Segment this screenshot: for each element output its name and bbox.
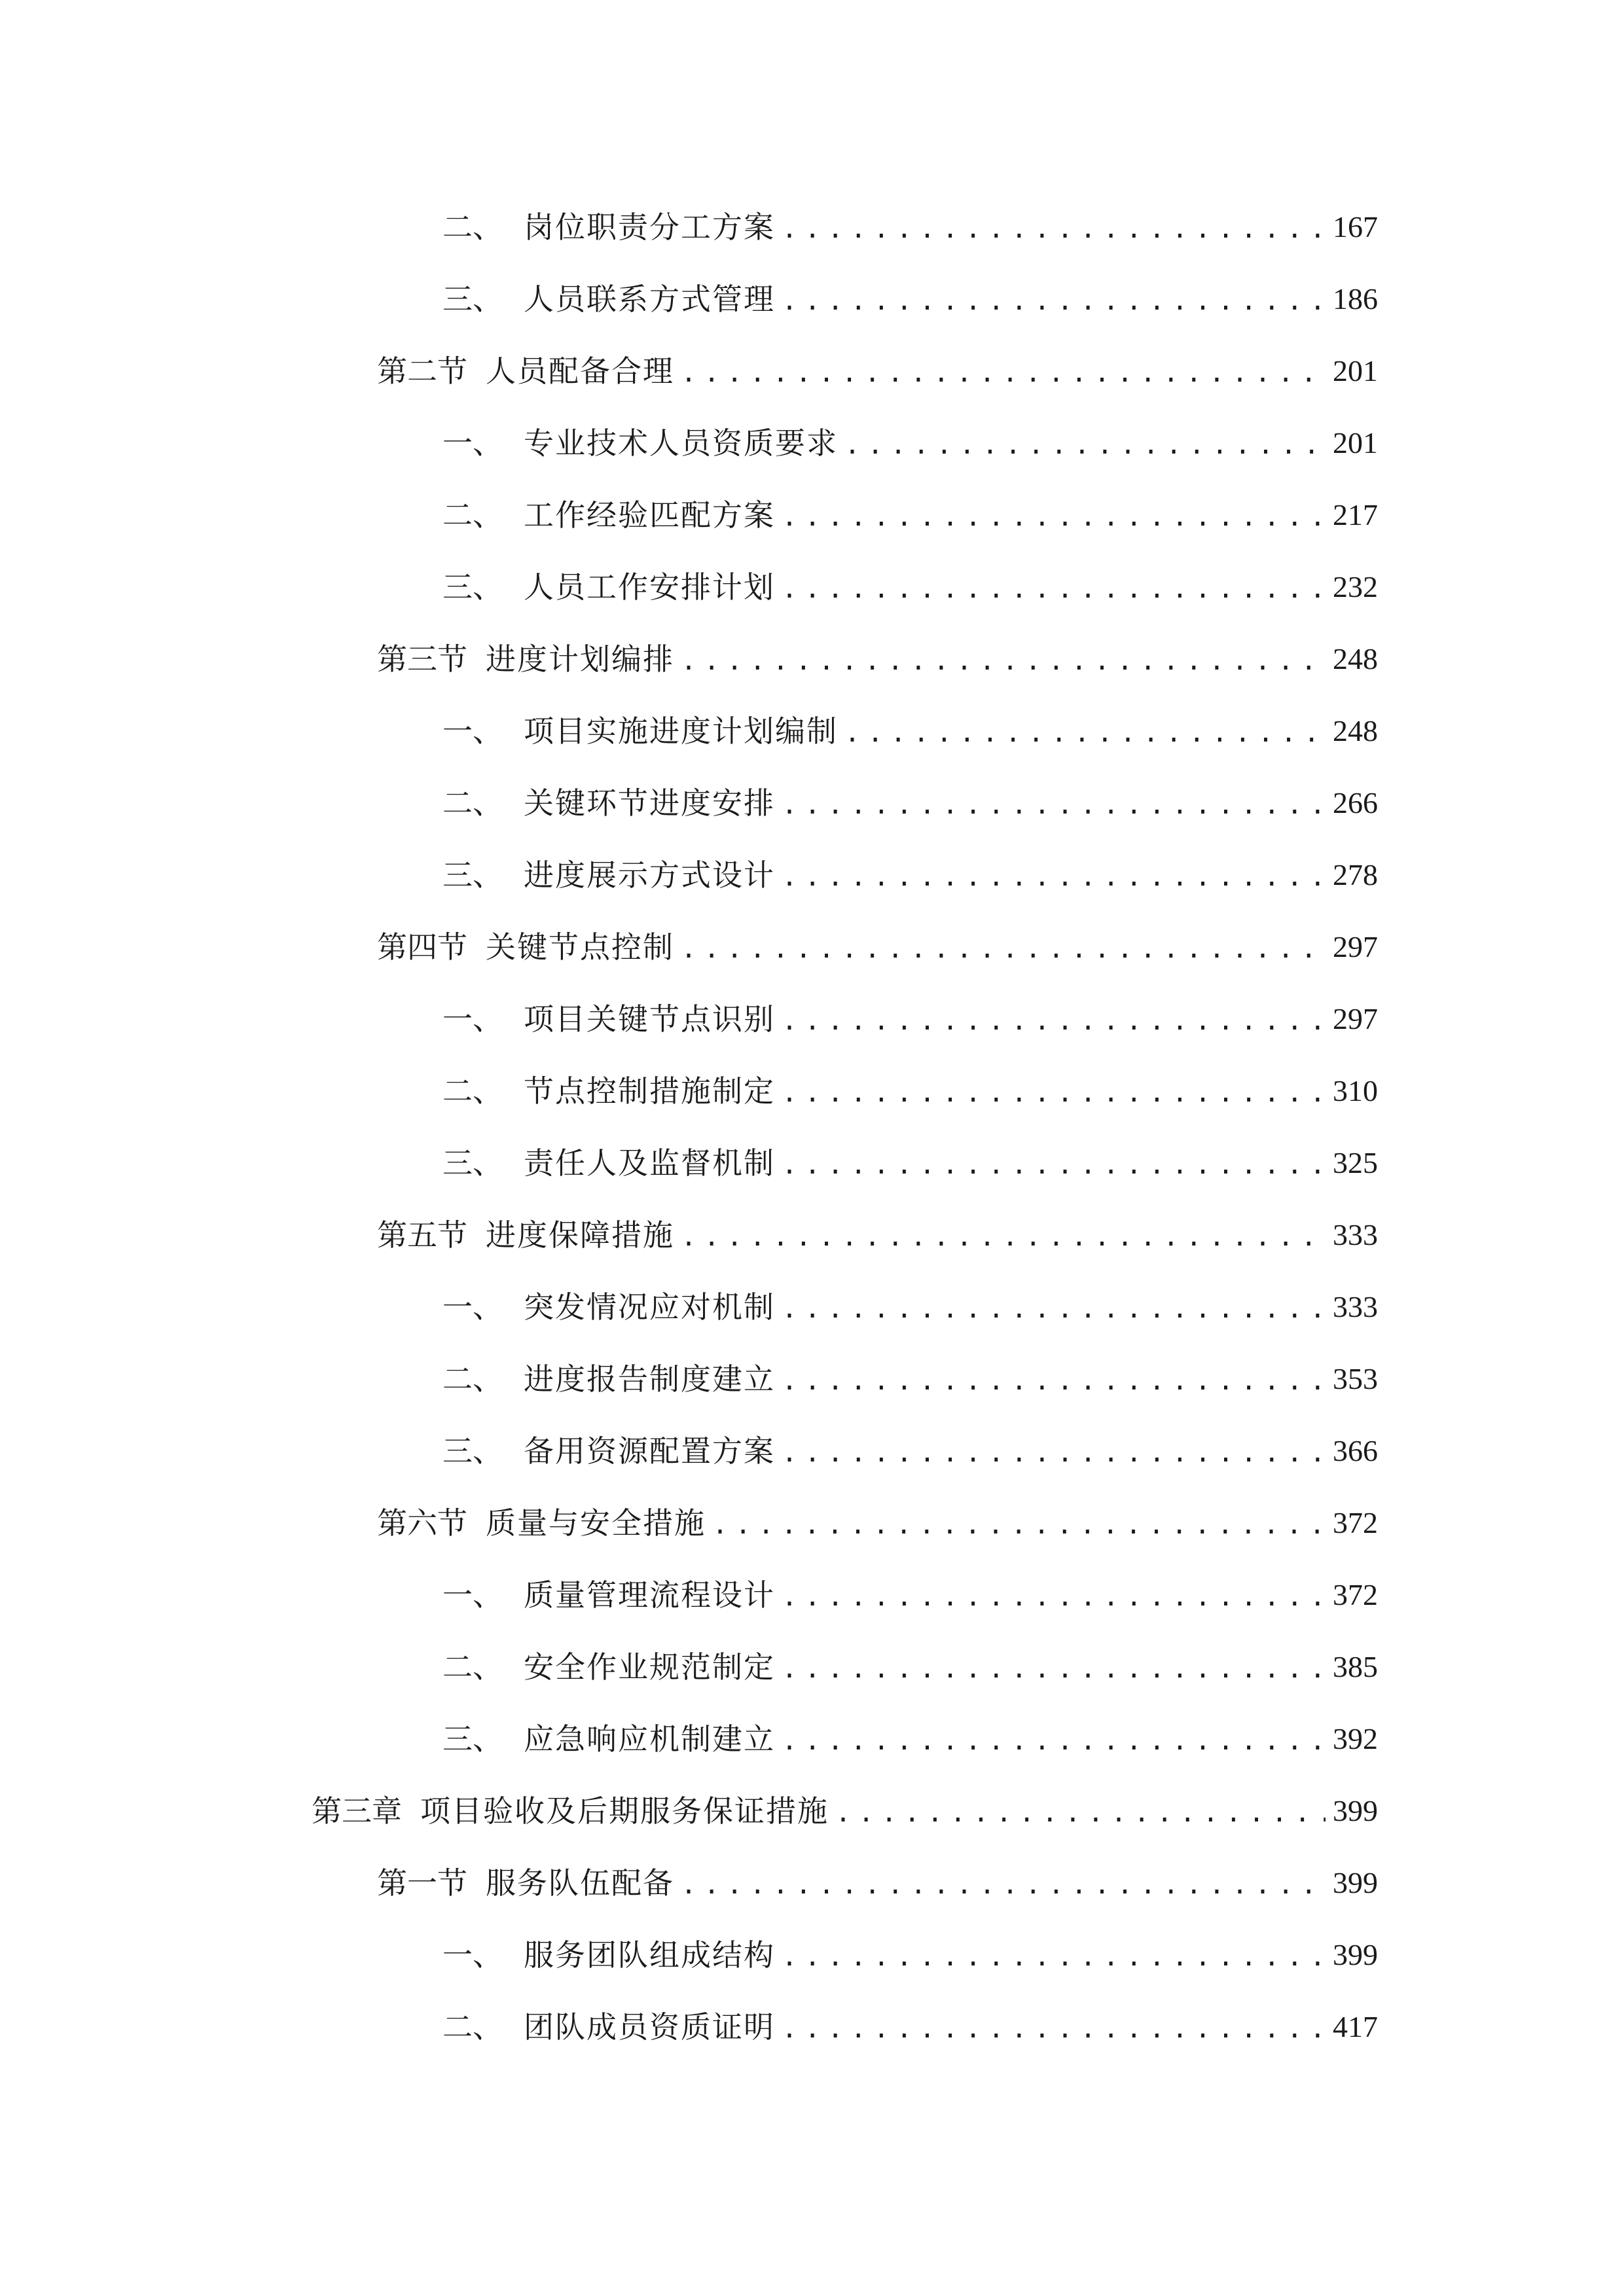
toc-entry-title: 节点控制措施制定: [524, 1073, 775, 1109]
toc-entry[interactable]: [312, 1774, 1378, 1829]
toc-entry[interactable]: [442, 1054, 1378, 1109]
toc-entry-number: 二、: [442, 1361, 503, 1397]
toc-entry[interactable]: [442, 1702, 1378, 1757]
toc-entry-number: 二、: [442, 1649, 503, 1685]
toc-entry[interactable]: [442, 262, 1378, 317]
toc-entry-title: 关键节点控制: [486, 929, 674, 965]
toc-entry[interactable]: [442, 190, 1378, 245]
toc-dot-leader: [782, 1440, 1326, 1466]
toc-entry-title: 质量管理流程设计: [524, 1577, 775, 1613]
toc-entry-title: 进度计划编排: [486, 641, 674, 677]
toc-entry-page: 310: [1333, 1074, 1378, 1107]
toc-entry-page: 372: [1333, 1578, 1378, 1611]
toc-entry-number: 一、: [442, 1937, 503, 1973]
toc-entry[interactable]: [442, 1342, 1378, 1397]
toc-entry[interactable]: [442, 838, 1378, 893]
toc-entry-title: 人员配备合理: [486, 353, 674, 389]
toc-entry-page: 399: [1333, 1866, 1378, 1899]
toc-entry-number: 三、: [442, 1145, 503, 1181]
toc-entry[interactable]: [442, 1918, 1378, 1973]
toc-entry-number: 二、: [442, 497, 503, 533]
toc-entry-page: 278: [1333, 858, 1378, 891]
toc-entry-number: 二、: [442, 2009, 503, 2045]
toc-entry-page: 333: [1333, 1290, 1378, 1323]
toc-entry[interactable]: [442, 1630, 1378, 1685]
toc-entry-title: 关键环节进度安排: [524, 785, 775, 821]
toc-entry-number: 一、: [442, 1001, 503, 1037]
toc-entry-page: 297: [1333, 930, 1378, 963]
toc-dot-leader: [712, 1512, 1326, 1538]
toc-entry-number: 三、: [442, 857, 503, 893]
toc-entry-title: 质量与安全措施: [486, 1505, 706, 1541]
toc-entry-number: 第四节: [377, 929, 467, 965]
toc-dot-leader: [681, 360, 1326, 386]
toc-entry[interactable]: [442, 1270, 1378, 1325]
toc-entry-number: 第三章: [312, 1793, 402, 1829]
toc-entry-number: 第五节: [377, 1217, 467, 1253]
toc-entry[interactable]: [377, 1486, 1378, 1541]
toc-entry-number: 第三节: [377, 641, 467, 677]
toc-entry-title: 项目实施进度计划编制: [524, 713, 838, 749]
toc-entry-page: 232: [1333, 570, 1378, 603]
toc-entry[interactable]: [377, 334, 1378, 389]
toc-entry[interactable]: [442, 982, 1378, 1037]
toc-entry-title: 进度保障措施: [486, 1217, 674, 1253]
toc-entry-page: 186: [1333, 282, 1378, 315]
toc-entry-number: 三、: [442, 1721, 503, 1757]
toc-dot-leader: [844, 720, 1326, 746]
toc-entry-page: 217: [1333, 498, 1378, 531]
toc-dot-leader: [681, 648, 1326, 674]
toc-entry-number: 一、: [442, 713, 503, 749]
toc-entry-page: 417: [1333, 2010, 1378, 2043]
toc-dot-leader: [782, 1656, 1326, 1682]
toc-entry-page: 333: [1333, 1218, 1378, 1251]
toc-entry-title: 突发情况应对机制: [524, 1289, 775, 1325]
toc-entry-number: 第一节: [377, 1865, 467, 1901]
toc-entry-title: 项目验收及后期服务保证措施: [420, 1793, 829, 1829]
toc-dot-leader: [681, 1872, 1326, 1898]
toc-entry-number: 一、: [442, 1289, 503, 1325]
toc-dot-leader: [681, 1224, 1326, 1250]
toc-dot-leader: [782, 1944, 1326, 1970]
toc-dot-leader: [782, 1728, 1326, 1754]
toc-dot-leader: [782, 2016, 1326, 2042]
toc-entry-title: 应急响应机制建立: [524, 1721, 775, 1757]
toc-entry-title: 专业技术人员资质要求: [524, 425, 838, 461]
toc-entry-page: 201: [1333, 426, 1378, 459]
toc-entry-title: 进度展示方式设计: [524, 857, 775, 893]
toc-entry-page: 167: [1333, 210, 1378, 243]
toc-dot-leader: [782, 1368, 1326, 1394]
toc-entry-number: 二、: [442, 1073, 503, 1109]
toc-entry-number: 三、: [442, 569, 503, 605]
toc-dot-leader: [835, 1800, 1326, 1826]
toc-entry-title: 服务队伍配备: [486, 1865, 674, 1901]
toc-dot-leader: [782, 576, 1326, 602]
toc-entry[interactable]: [442, 550, 1378, 605]
toc-entry-number: 第二节: [377, 353, 467, 389]
toc-entry-number: 第六节: [377, 1505, 467, 1541]
toc-entry-page: 248: [1333, 714, 1378, 747]
toc-entry-page: 372: [1333, 1506, 1378, 1539]
toc-dot-leader: [782, 216, 1326, 242]
toc-entry-page: 266: [1333, 786, 1378, 819]
toc-entry-page: 248: [1333, 642, 1378, 675]
toc-entry-title: 团队成员资质证明: [524, 2009, 775, 2045]
toc-entry[interactable]: [442, 406, 1378, 461]
toc-entry-title: 服务团队组成结构: [524, 1937, 775, 1973]
toc-dot-leader: [782, 1080, 1326, 1106]
toc-dot-leader: [782, 1296, 1326, 1322]
toc-entry-number: 三、: [442, 281, 503, 317]
toc-entry-page: 325: [1333, 1146, 1378, 1179]
toc-entry-page: 399: [1333, 1794, 1378, 1827]
toc-entry-title: 人员工作安排计划: [524, 569, 775, 605]
toc-dot-leader: [782, 1152, 1326, 1178]
toc-entry-number: 二、: [442, 209, 503, 245]
toc-entry-page: 353: [1333, 1362, 1378, 1395]
toc-entry[interactable]: [377, 622, 1378, 677]
toc-entry[interactable]: [377, 1846, 1378, 1901]
toc-entry-page: 399: [1333, 1938, 1378, 1971]
toc-entry[interactable]: [442, 766, 1378, 821]
toc-dot-leader: [782, 504, 1326, 530]
toc-entry-title: 工作经验匹配方案: [524, 497, 775, 533]
toc-entry-page: 392: [1333, 1722, 1378, 1755]
toc-dot-leader: [782, 288, 1326, 314]
toc-entry-number: 二、: [442, 785, 503, 821]
toc-dot-leader: [782, 864, 1326, 890]
toc-entry-title: 进度报告制度建立: [524, 1361, 775, 1397]
toc-dot-leader: [782, 1584, 1326, 1610]
toc-entry-title: 责任人及监督机制: [524, 1145, 775, 1181]
toc-dot-leader: [681, 936, 1326, 962]
toc-entry-page: 297: [1333, 1002, 1378, 1035]
toc-entry-title: 岗位职责分工方案: [524, 209, 775, 245]
toc-entry-number: 三、: [442, 1433, 503, 1469]
toc-entry[interactable]: [442, 1126, 1378, 1181]
toc-entry-number: 一、: [442, 1577, 503, 1613]
toc-entry[interactable]: [442, 478, 1378, 533]
toc-dot-leader: [844, 432, 1326, 458]
toc-entry[interactable]: [442, 1558, 1378, 1613]
toc-entry-page: 385: [1333, 1650, 1378, 1683]
toc-entry-title: 项目关键节点识别: [524, 1001, 775, 1037]
toc-entry[interactable]: [377, 1198, 1378, 1253]
toc-entry-title: 备用资源配置方案: [524, 1433, 775, 1469]
toc-entry-page: 366: [1333, 1434, 1378, 1467]
toc-entry-title: 人员联系方式管理: [524, 281, 775, 317]
toc-entry[interactable]: [377, 910, 1378, 965]
toc-entry[interactable]: [442, 694, 1378, 749]
toc-entry-page: 201: [1333, 354, 1378, 387]
toc-entry-number: 一、: [442, 425, 503, 461]
toc-dot-leader: [782, 1008, 1326, 1034]
toc-entry-title: 安全作业规范制定: [524, 1649, 775, 1685]
toc-entry[interactable]: [442, 1414, 1378, 1469]
toc-entry[interactable]: [442, 1990, 1378, 2045]
toc-dot-leader: [782, 792, 1326, 818]
